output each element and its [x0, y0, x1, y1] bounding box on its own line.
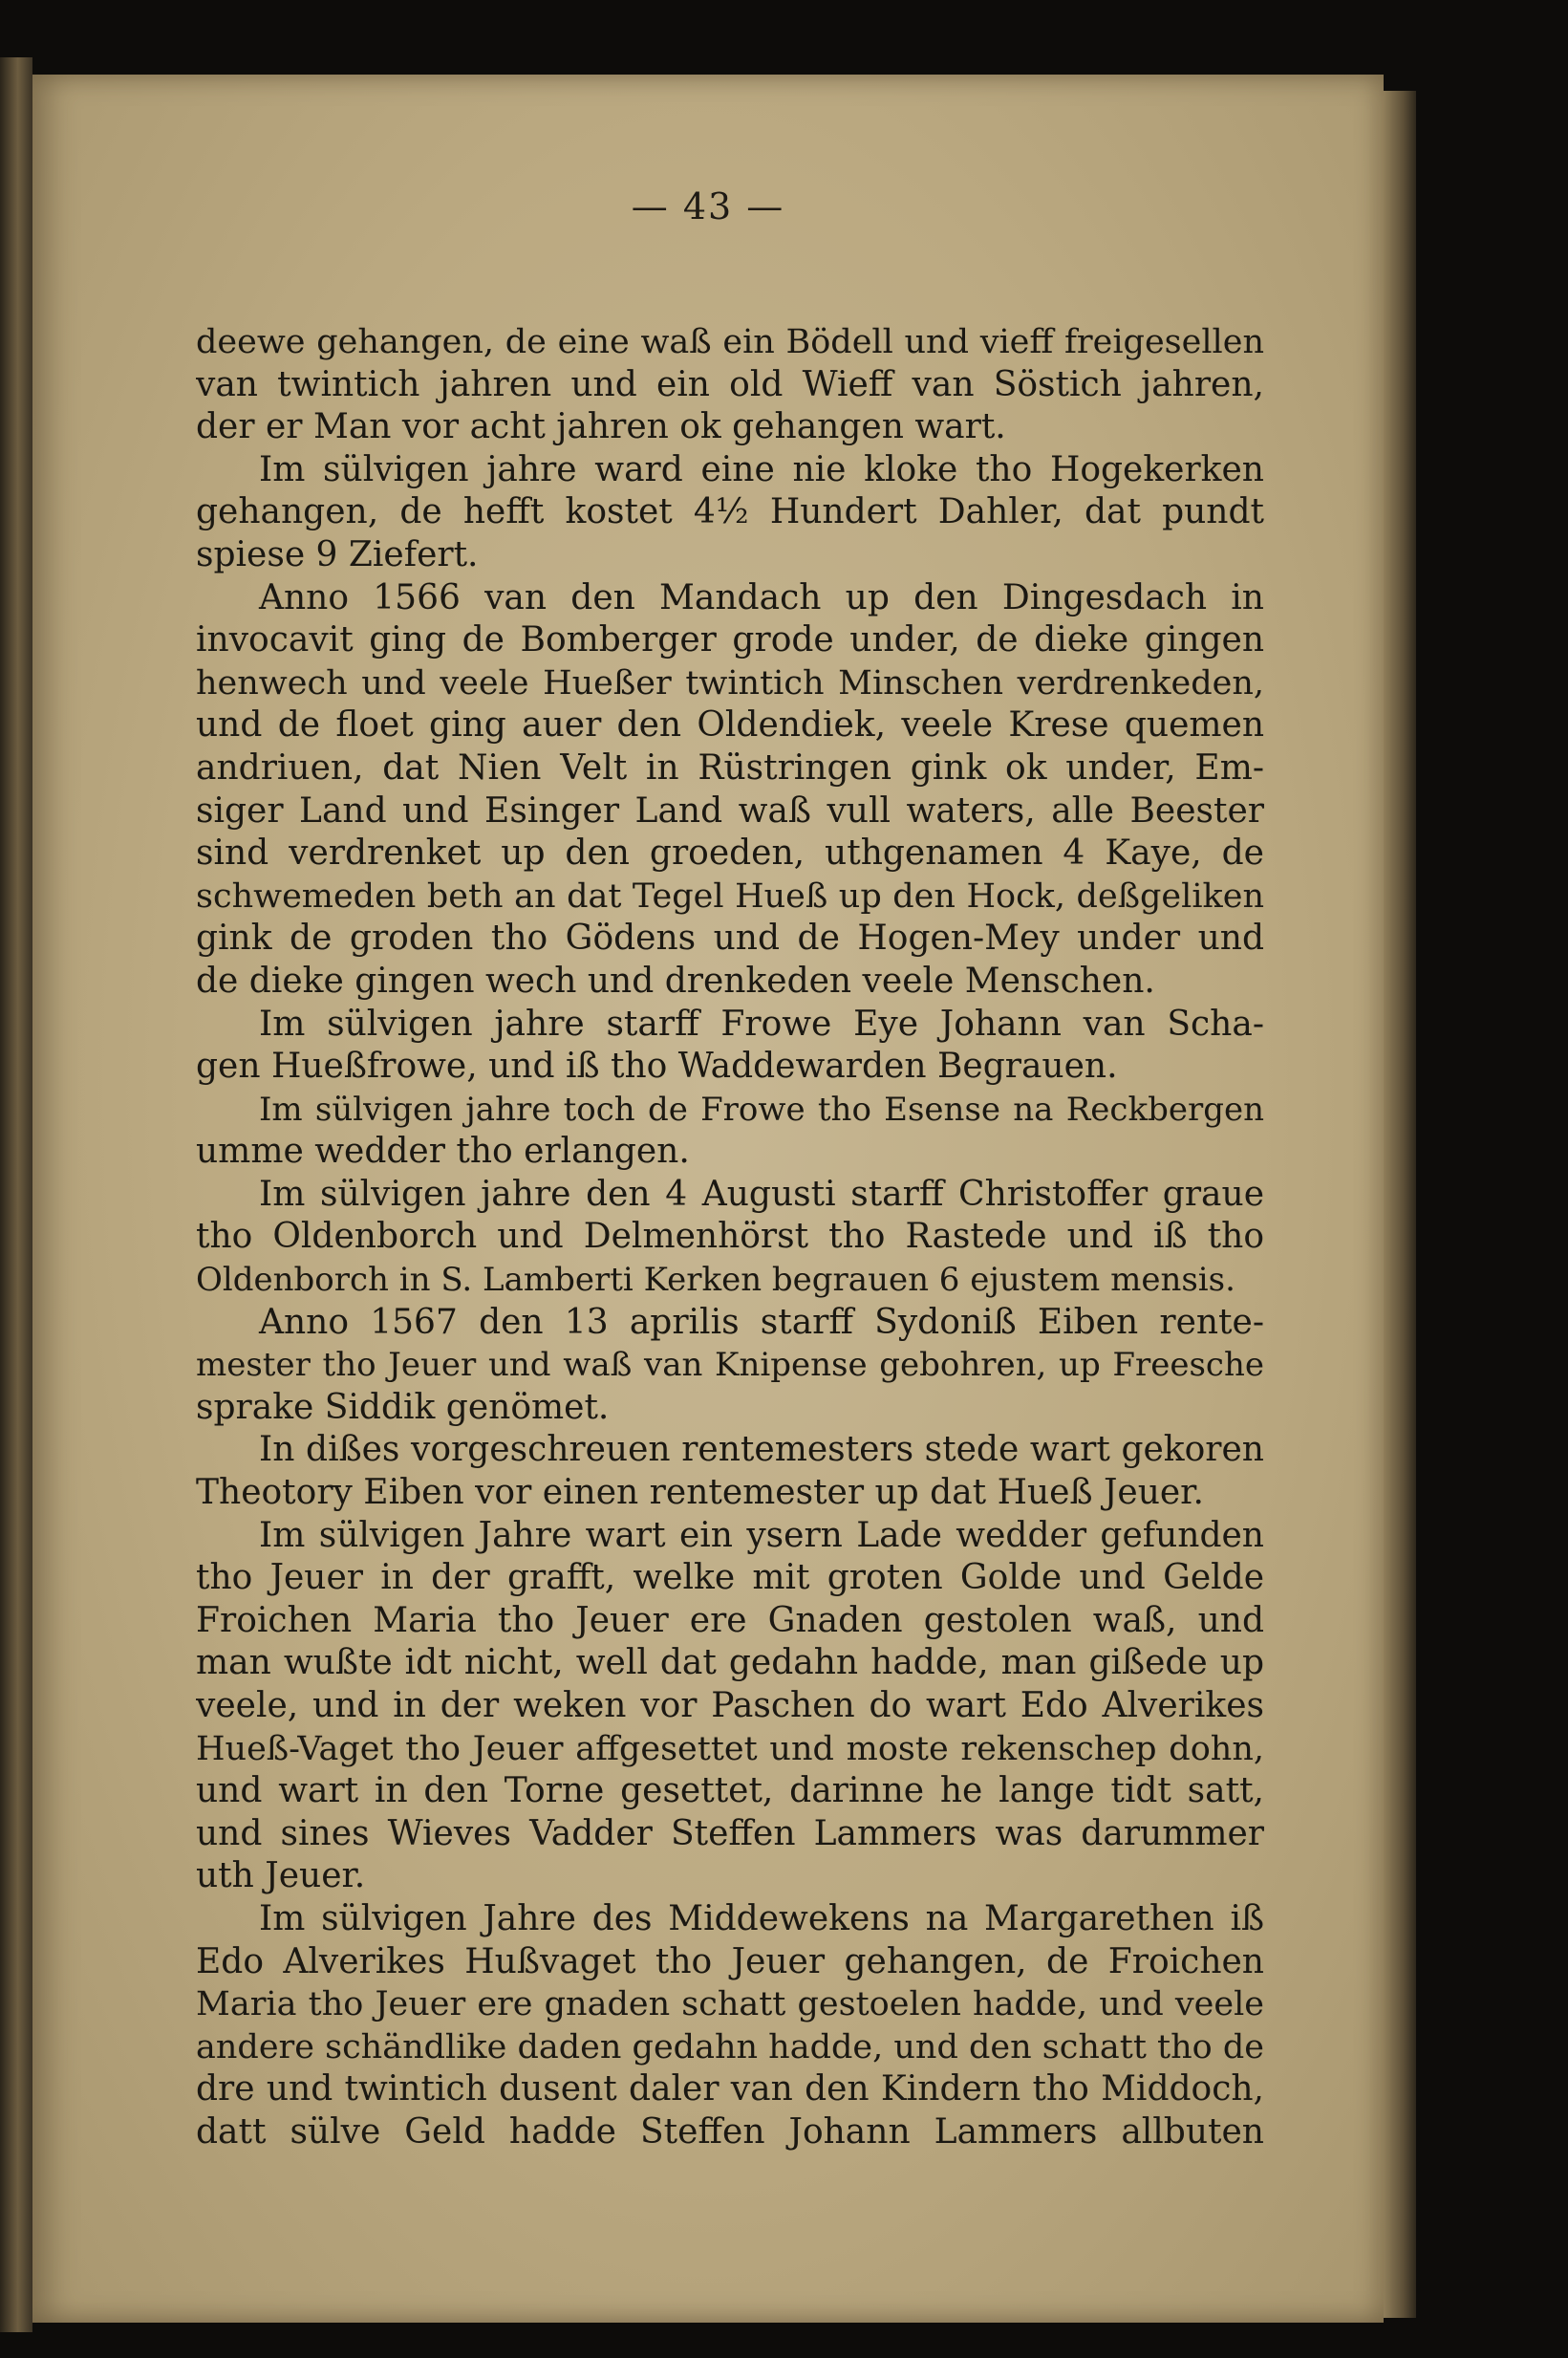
text-line: invocavit ging de Bomberger grode under, de dieke gingen: [196, 620, 1264, 660]
text-line: henwech und veele Hueßer twintich Minschen verdrenkeden,: [196, 663, 1264, 703]
text-line: und wart in den Torne gesettet, darinne he lange tidt satt,: [196, 1771, 1264, 1811]
text-line: andriuen, dat Nien Velt in Rüstringen gink ok under, Em-: [196, 747, 1264, 788]
text-line: man wußte idt nicht, well dat gedahn hadde, man gißede up: [196, 1643, 1264, 1683]
text-line: der er Man vor acht jahren ok gehangen wart.: [196, 407, 1006, 447]
text-line: Im sülvigen jahre ward eine nie kloke tho Hogekerken: [259, 449, 1264, 489]
body-text: [196, 321, 1264, 2154]
text-line: veele, und in der weken vor Paschen do wart Edo Alverikes: [196, 1686, 1264, 1725]
text-line: van twintich jahren und ein old Wieff van Söstich jahren,: [196, 364, 1264, 404]
adjacent-page-edge: [0, 57, 32, 2332]
text-line: uth Jeuer.: [196, 1856, 366, 1896]
text-line: tho Oldenborch und Delmenhörst tho Rastede und iß tho: [196, 1217, 1264, 1257]
text-line: und sines Wieves Vadder Steffen Lammers was darummer: [196, 1813, 1264, 1853]
text-line: andere schändlike daden gedahn hadde, und den schatt tho de: [196, 2027, 1264, 2066]
text-line: Theotory Eiben vor einen rentemester up dat Hueß Jeuer.: [196, 1473, 1204, 1513]
text-line: Froichen Maria tho Jeuer ere Gnaden gestolen waß, und: [196, 1600, 1264, 1640]
text-line: Im sülvigen Jahre wart ein ysern Lade wedder gefunden: [259, 1515, 1264, 1555]
text-line: mester tho Jeuer und waß van Knipense gebohren, up Freesche: [196, 1346, 1264, 1385]
text-line: Anno 1566 van den Mandach up den Dingesdach in: [259, 577, 1264, 617]
book-page: [32, 75, 1384, 2323]
text-line: gen Hueßfrowe, und iß tho Waddewarden Begrauen.: [196, 1047, 1118, 1087]
text-line: datt sülve Geld hadde Steffen Johann Lammers allbuten: [196, 2111, 1264, 2152]
text-line: Oldenborch in S. Lamberti Kerken begrauen 6 ejustem mensis.: [196, 1261, 1235, 1300]
text-line: und de floet ging auer den Oldendiek, veele Krese quemen: [196, 705, 1264, 746]
text-line: sprake Siddik genömet.: [196, 1387, 610, 1427]
text-line: dre und twintich dusent daler van den Kindern tho Middoch,: [196, 2069, 1264, 2109]
text-line: Maria tho Jeuer ere gnaden schatt gestoelen hadde, und veele: [196, 1985, 1264, 2024]
text-line: deewe gehangen, de eine waß ein Bödell und vieff freigesellen: [196, 323, 1264, 361]
text-line: siger Land und Esinger Land waß vull waters, alle Beester: [196, 790, 1264, 831]
text-line: Im sülvigen jahre starff Frowe Eye Johann van Scha-: [259, 1004, 1264, 1044]
text-line: Hueß-Vaget tho Jeuer affgesettet und moste rekenschep dohn,: [196, 1729, 1264, 1768]
text-line: Im sülvigen Jahre des Middewekens na Margarethen iß: [259, 1898, 1264, 1938]
text-line: spiese 9 Ziefert.: [196, 534, 479, 574]
page-number: — 43 —: [631, 185, 785, 227]
text-line: de dieke gingen wech und drenkeden veele Menschen.: [196, 961, 1155, 1001]
text-line: umme wedder tho erlangen.: [196, 1132, 690, 1172]
text-line: Im sülvigen jahre toch de Frowe tho Esense na Reckbergen: [259, 1090, 1264, 1129]
text-line: tho Jeuer in der grafft, welke mit groten Golde und Gelde: [196, 1558, 1264, 1598]
text-line: Anno 1567 den 13 aprilis starff Sydoniß Eiben rente-: [259, 1302, 1264, 1342]
book-cover-edge: [1384, 91, 1416, 2318]
text-line: schwemeden beth an dat Tegel Hueß up den Hock, deßgeliken: [196, 876, 1264, 916]
text-line: Im sülvigen jahre den 4 Augusti starff Christoffer graue: [259, 1174, 1264, 1214]
text-line: Edo Alverikes Hußvaget tho Jeuer gehangen, de Froichen: [196, 1941, 1264, 1981]
text-line: sind verdrenket up den groeden, uthgenamen 4 Kaye, de: [196, 833, 1264, 874]
text-line: In dißes vorgeschreuen rentemesters stede wart gekoren: [259, 1430, 1264, 1470]
text-line: gink de groden tho Gödens und de Hogen-Mey under und: [196, 919, 1264, 959]
text-line: gehangen, de hefft kostet 4½ Hundert Dahler, dat pundt: [196, 492, 1264, 532]
